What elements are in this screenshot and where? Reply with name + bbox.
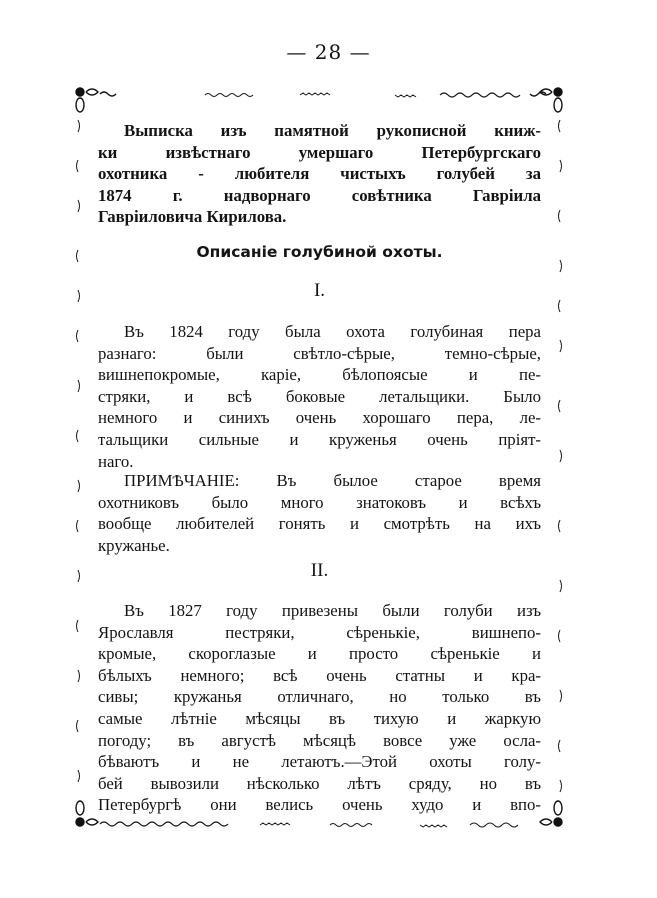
text-line: разнаго: были свѣтло-сѣрые, темно-сѣрые, — [98, 343, 541, 363]
section-1-paragraph — [98, 321, 541, 472]
frame-top-wave-3 — [395, 95, 416, 97]
section-2-paragraph — [98, 600, 541, 816]
text-line: кружанье. — [98, 535, 170, 555]
text-line: охотниковъ было много знатоковъ и всѣхъ — [98, 492, 541, 512]
text-line: сивы; кружанья отличнаго, но только въ — [98, 687, 541, 707]
corner-ornament-top-left — [76, 88, 98, 112]
text-line: бѣваютъ и не летаютъ.—Этой охоты голу- — [98, 752, 541, 772]
frame-right-dashes — [559, 120, 562, 792]
text-line: бей вывозили нѣсколько лѣтъ сряду, но въ — [98, 773, 541, 793]
frame-top-wave-2 — [300, 93, 330, 95]
frame-bottom-wave-1 — [100, 822, 228, 826]
section-heading: Описаніе голубиной охоты. — [196, 243, 443, 261]
frame-bottom-wave-3 — [330, 824, 372, 827]
frame-top-scroll-left — [100, 92, 116, 96]
corner-ornament-bottom-left — [76, 801, 98, 826]
text-line: кромые, скороглазые и просто сѣренькіе и — [98, 644, 541, 664]
text-line: ПРИМѢЧАНІЕ: Въ былое старое время — [124, 471, 541, 490]
page-number: — 28 — — [286, 40, 371, 64]
frame-bottom-wave-5 — [470, 823, 518, 827]
frame-top-wave-1 — [205, 94, 253, 97]
section-numeral-1: I. — [313, 280, 326, 301]
text-line: немного и синихъ очень хорошаго пера, ле- — [98, 408, 541, 428]
text-line: 1874 г. надворнаго совѣтника Гавріила — [98, 185, 541, 205]
section-1-note — [98, 470, 541, 556]
section-numeral-2: II. — [310, 560, 329, 581]
text-line: самые лѣтніе мѣсяцы въ тихую и жаркую — [98, 708, 541, 728]
frame-bottom-wave-4 — [420, 825, 447, 827]
frame-left-dashes — [77, 120, 80, 782]
text-line: ки извѣстнаго умершаго Петербургскаго — [98, 142, 541, 162]
frame-bottom-wave-2 — [260, 823, 290, 825]
text-line: Въ 1824 году была охота голубиная пера — [124, 322, 541, 341]
intro-paragraph — [98, 120, 541, 228]
text-line: Ярославля пестряки, сѣренькіе, вишнепо- — [98, 622, 541, 642]
text-line: вообще любителей гонять и смотрѣть на ихъ — [98, 514, 541, 534]
text-line: тальщики сильные и круженья очень пріят- — [98, 429, 541, 449]
text-line: стряки, и всѣ боковые летальщики. Было — [98, 386, 541, 406]
text-line: Въ 1827 году привезены были голуби изъ — [124, 601, 541, 620]
text-line: бѣлыхъ немного; всѣ очень статны и кра- — [98, 665, 541, 685]
text-line: погоду; въ августѣ мѣсяцѣ вовсе уже осла- — [98, 730, 541, 750]
text-line: охотника - любителя чистыхъ голубей за — [98, 164, 541, 184]
text-line: Петербургѣ они велись очень худо и впо- — [98, 795, 541, 815]
text-line: Выписка изъ памятной рукописной книж- — [124, 121, 541, 140]
text-line: Гавріиловича Кирилова. — [98, 207, 287, 227]
corner-ornament-bottom-right — [540, 801, 562, 826]
frame-top-wave-4 — [440, 93, 520, 97]
text-line: наго. — [98, 451, 134, 471]
text-line: вишнепокромые, каріе, бѣлопоясые и пе- — [98, 365, 541, 385]
